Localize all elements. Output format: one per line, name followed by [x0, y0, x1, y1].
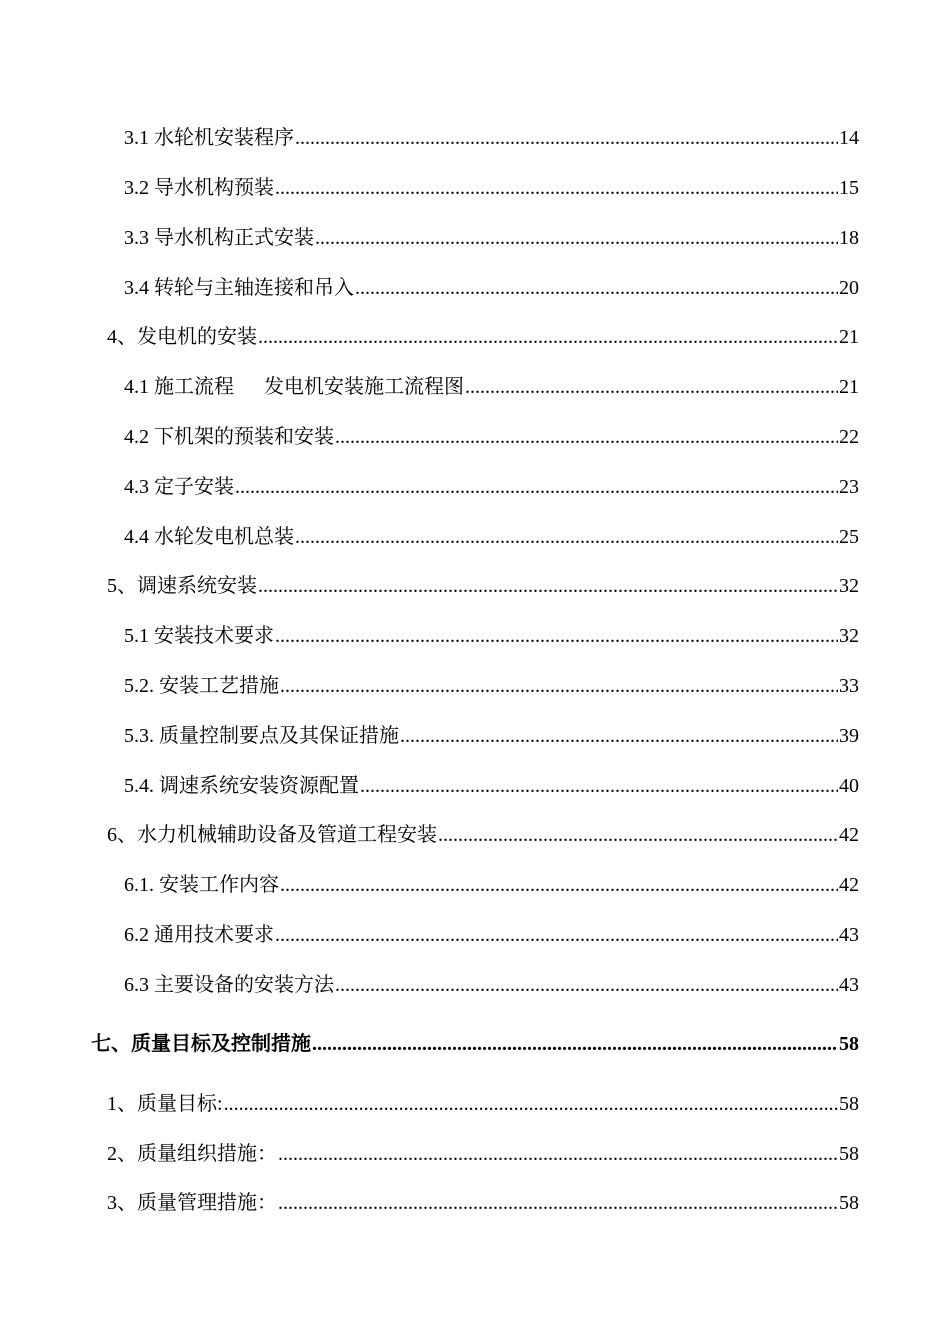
toc-entry-page: 58	[839, 1033, 859, 1055]
toc-leader-dots	[360, 773, 838, 799]
toc-leader-dots	[465, 374, 838, 400]
toc-entry-title: 3.4 转轮与主轴连接和吊入	[124, 277, 354, 299]
toc-entry-page: 15	[839, 177, 859, 199]
toc-entry-page: 42	[839, 824, 859, 846]
toc-leader-dots	[258, 324, 838, 350]
toc-leader-dots	[278, 1190, 838, 1216]
toc-entry[interactable]	[124, 424, 859, 450]
toc-leader-dots	[275, 175, 838, 201]
toc-entry-title: 2、质量组织措施：	[107, 1143, 277, 1165]
toc-entry-page: 43	[839, 974, 859, 996]
toc-entry-page: 58	[839, 1093, 859, 1115]
toc-entry-page: 42	[839, 874, 859, 896]
toc-entry-title: 5、调速系统安装	[107, 575, 257, 597]
toc-entry-title: 3.3 导水机构正式安装	[124, 227, 314, 249]
toc-entry-page: 25	[839, 526, 859, 548]
toc-entry[interactable]	[124, 175, 859, 201]
toc-entry[interactable]	[124, 723, 859, 749]
toc-entry-title: 5.4. 调速系统安装资源配置	[124, 775, 359, 797]
toc-entry[interactable]	[124, 623, 859, 649]
toc-leader-dots	[280, 673, 838, 699]
toc-leader-dots	[355, 275, 838, 301]
toc-entry-page: 40	[839, 775, 859, 797]
toc-entry[interactable]	[124, 225, 859, 251]
toc-entry-page: 23	[839, 476, 859, 498]
toc-entry-page: 58	[839, 1143, 859, 1165]
toc-entry[interactable]	[124, 374, 859, 400]
toc-entry-page: 33	[839, 675, 859, 697]
toc-leader-dots	[295, 125, 838, 151]
toc-entry[interactable]	[107, 324, 859, 350]
toc-entry[interactable]	[124, 474, 859, 500]
toc-entry-title: 4.3 定子安装	[124, 476, 234, 498]
toc-entry-title: 4.2 下机架的预装和安装	[124, 426, 334, 448]
toc-entry-title: 3.2 导水机构预装	[124, 177, 274, 199]
toc-entry-page: 14	[839, 127, 859, 149]
toc-entry-page: 21	[839, 376, 859, 398]
toc-leader-dots	[295, 524, 838, 550]
toc-entry-title: 6、水力机械辅助设备及管道工程安装	[107, 824, 437, 846]
toc-entry[interactable]	[124, 773, 859, 799]
toc-entry[interactable]	[107, 1091, 859, 1117]
toc-entry-title: 4.4 水轮发电机总装	[124, 526, 294, 548]
toc-entry[interactable]	[107, 1190, 859, 1216]
toc-leader-dots	[275, 922, 838, 948]
toc-leader-dots	[224, 1091, 838, 1117]
toc-entry-title: 6.3 主要设备的安装方法	[124, 974, 334, 996]
toc-entry-title: 3.1 水轮机安装程序	[124, 127, 294, 149]
toc-leader-dots	[312, 1031, 838, 1057]
toc-entry-title: 6.1. 安装工作内容	[124, 874, 279, 896]
toc-entry-page: 58	[839, 1192, 859, 1214]
toc-entry-title: 5.3. 质量控制要点及其保证措施	[124, 725, 399, 747]
toc-entry-title: 4、发电机的安装	[107, 326, 257, 348]
toc-leader-dots	[438, 822, 838, 848]
toc-entry[interactable]	[124, 125, 859, 151]
toc-entry[interactable]	[124, 524, 859, 550]
toc-entry-page: 20	[839, 277, 859, 299]
toc-entry-title: 4.1 施工流程 发电机安装施工流程图	[124, 376, 464, 398]
toc-entry-page: 39	[839, 725, 859, 747]
toc-leader-dots	[335, 424, 838, 450]
toc-entry[interactable]	[107, 573, 859, 599]
toc-entry[interactable]	[107, 822, 859, 848]
toc-entry[interactable]	[124, 673, 859, 699]
toc-leader-dots	[280, 872, 838, 898]
toc-leader-dots	[400, 723, 838, 749]
toc-leader-dots	[275, 623, 838, 649]
toc-entry-page: 18	[839, 227, 859, 249]
toc-entry-page: 32	[839, 625, 859, 647]
toc-leader-dots	[278, 1141, 838, 1167]
toc-leader-dots	[315, 225, 838, 251]
toc-entry-title: 七、质量目标及控制措施	[91, 1033, 311, 1055]
toc-entry[interactable]	[124, 275, 859, 301]
toc-entry[interactable]	[124, 922, 859, 948]
toc-leader-dots	[235, 474, 838, 500]
toc-entry-page: 22	[839, 426, 859, 448]
toc-entry-title: 6.2 通用技术要求	[124, 924, 274, 946]
toc-entry-page: 21	[839, 326, 859, 348]
toc-entry[interactable]	[107, 1141, 859, 1167]
toc-leader-dots	[335, 972, 838, 998]
toc-entry[interactable]	[91, 1031, 859, 1057]
toc-entry-title: 3、质量管理措施：	[107, 1192, 277, 1214]
toc-entry-title: 5.2. 安装工艺措施	[124, 675, 279, 697]
toc-entry-title: 5.1 安装技术要求	[124, 625, 274, 647]
toc-entry[interactable]	[124, 872, 859, 898]
toc-entry-page: 32	[839, 575, 859, 597]
toc-entry[interactable]	[124, 972, 859, 998]
toc-entry-page: 43	[839, 924, 859, 946]
toc-entry-title: 1、质量目标:	[107, 1093, 223, 1115]
toc-leader-dots	[258, 573, 838, 599]
